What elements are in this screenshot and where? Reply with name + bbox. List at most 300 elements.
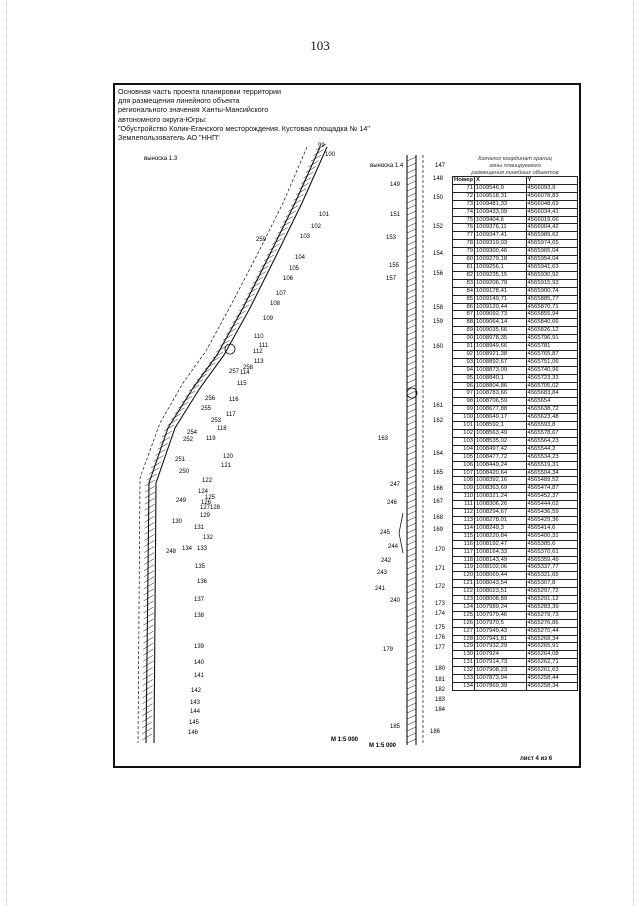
header-y: Y bbox=[526, 177, 578, 185]
hatch-tick bbox=[145, 504, 155, 510]
table-row bbox=[453, 556, 578, 564]
y-coordinate: 4565283,39 bbox=[526, 603, 578, 611]
y-coordinate: 4565870,71 bbox=[526, 303, 578, 311]
right-point-label: 152 bbox=[433, 224, 444, 230]
hatch-tick bbox=[407, 355, 416, 359]
hatch-tick bbox=[407, 583, 416, 587]
x-coordinate: 1008706,59 bbox=[475, 398, 526, 406]
x-coordinate: 1008249,3 bbox=[475, 524, 526, 532]
y-coordinate: 4566093,9 bbox=[526, 184, 578, 192]
table-row bbox=[453, 516, 578, 524]
left-point-label: 125 bbox=[205, 495, 216, 501]
y-coordinate: 4565297,72 bbox=[526, 588, 578, 596]
point-number: 74 bbox=[453, 208, 475, 216]
table-row bbox=[453, 335, 578, 343]
table-row bbox=[453, 643, 578, 651]
table-row bbox=[453, 208, 578, 216]
x-coordinate: 1007914,73 bbox=[475, 659, 526, 667]
table-row bbox=[453, 224, 578, 232]
x-coordinate: 1008477,72 bbox=[475, 453, 526, 461]
y-coordinate: 4565954,04 bbox=[526, 256, 578, 264]
table-row bbox=[453, 184, 578, 192]
left-point-label: 105 bbox=[289, 266, 300, 272]
table-row bbox=[453, 485, 578, 493]
x-coordinate: 1008535,02 bbox=[475, 437, 526, 445]
table-row bbox=[453, 343, 578, 351]
x-coordinate: 1008278,01 bbox=[475, 516, 526, 524]
y-coordinate: 4565751,06 bbox=[526, 358, 578, 366]
point-number: 91 bbox=[453, 343, 475, 351]
left-point-label: 144 bbox=[190, 709, 201, 715]
hatch-tick bbox=[407, 289, 416, 293]
hatch-tick bbox=[407, 739, 416, 743]
table-row bbox=[453, 240, 578, 248]
y-coordinate: 4565337,77 bbox=[526, 564, 578, 572]
y-coordinate: 4565268,34 bbox=[526, 635, 578, 643]
left-margin-scan bbox=[0, 0, 7, 905]
left-point-label: 110 bbox=[254, 334, 264, 340]
hatch-tick bbox=[407, 721, 416, 725]
y-coordinate: 4565885,77 bbox=[526, 295, 578, 303]
x-coordinate: 1009300,46 bbox=[475, 248, 526, 256]
right-point-label: 179 bbox=[383, 647, 394, 653]
y-coordinate: 4565262,71 bbox=[526, 659, 578, 667]
point-number: 75 bbox=[453, 216, 475, 224]
y-coordinate: 4565855,94 bbox=[526, 311, 578, 319]
hatch-tick bbox=[407, 349, 416, 353]
right-point-label: 149 bbox=[390, 182, 401, 188]
x-coordinate: 1008306,26 bbox=[475, 501, 526, 509]
hatch-tick bbox=[407, 559, 416, 563]
left-point-label: 100 bbox=[325, 152, 336, 158]
x-coordinate: 1009064,14 bbox=[475, 319, 526, 327]
x-coordinate: 1008563,49 bbox=[475, 430, 526, 438]
y-coordinate: 4565578,67 bbox=[526, 430, 578, 438]
table-row bbox=[453, 501, 578, 509]
point-number: 90 bbox=[453, 335, 475, 343]
hatch-tick bbox=[407, 469, 416, 473]
y-coordinate: 4565740,96 bbox=[526, 366, 578, 374]
table-row bbox=[453, 319, 578, 327]
left-point-label: 119 bbox=[206, 436, 216, 442]
right-point-label: 243 bbox=[377, 570, 388, 576]
y-coordinate: 4565359,49 bbox=[526, 556, 578, 564]
hatch-tick bbox=[407, 325, 416, 329]
hatch-tick bbox=[407, 589, 416, 593]
hatch-tick bbox=[143, 643, 153, 649]
right-point-label: 185 bbox=[390, 724, 401, 730]
point-number: 99 bbox=[453, 406, 475, 414]
hatch-tick bbox=[407, 409, 416, 413]
x-coordinate: 1008783,66 bbox=[475, 390, 526, 398]
x-coordinate: 1008649,17 bbox=[475, 414, 526, 422]
table-row bbox=[453, 232, 578, 240]
hatch-tick bbox=[144, 595, 154, 601]
right-point-label: 184 bbox=[435, 707, 446, 713]
point-number: 127 bbox=[453, 627, 475, 635]
hatch-tick bbox=[407, 517, 416, 521]
point-number: 78 bbox=[453, 240, 475, 248]
hatch-tick bbox=[407, 181, 416, 185]
left-point-label: 103 bbox=[300, 234, 311, 240]
point-number: 111 bbox=[453, 501, 475, 509]
hatch-tick bbox=[407, 715, 416, 719]
y-coordinate: 4565781 bbox=[526, 343, 578, 351]
point-number: 105 bbox=[453, 453, 475, 461]
right-point-label: 183 bbox=[435, 697, 446, 703]
x-coordinate: 1007970,5 bbox=[475, 619, 526, 627]
point-number: 133 bbox=[453, 675, 475, 683]
left-point-label: 145 bbox=[189, 720, 200, 726]
hatch-tick bbox=[407, 535, 416, 539]
title-line: регионального значения Ханты-Мансийского bbox=[118, 105, 269, 115]
point-number: 109 bbox=[453, 485, 475, 493]
table-row bbox=[453, 651, 578, 659]
hatch-tick bbox=[143, 649, 153, 655]
left-point-label: 113 bbox=[254, 359, 264, 365]
point-number: 84 bbox=[453, 287, 475, 295]
x-coordinate: 1007941,81 bbox=[475, 635, 526, 643]
point-number: 131 bbox=[453, 659, 475, 667]
y-coordinate: 4565683,84 bbox=[526, 390, 578, 398]
hatch-tick bbox=[144, 565, 154, 571]
point-number: 119 bbox=[453, 564, 475, 572]
table-row bbox=[453, 192, 578, 200]
y-coordinate: 4565452,37 bbox=[526, 493, 578, 501]
right-point-label: 174 bbox=[435, 611, 446, 617]
point-number: 118 bbox=[453, 556, 475, 564]
table-row bbox=[453, 588, 578, 596]
hatch-tick bbox=[407, 493, 416, 497]
table-row bbox=[453, 572, 578, 580]
hatch-tick bbox=[143, 673, 153, 679]
table-row bbox=[453, 358, 578, 366]
right-point-label: 161 bbox=[433, 403, 444, 409]
left-point-label: 107 bbox=[276, 291, 287, 297]
point-number: 124 bbox=[453, 603, 475, 611]
y-coordinate: 4565723,33 bbox=[526, 374, 578, 382]
hatch-tick bbox=[407, 703, 416, 707]
hatch-tick bbox=[407, 217, 416, 221]
table-row bbox=[453, 430, 578, 438]
x-coordinate: 1009376,11 bbox=[475, 224, 526, 232]
table-row bbox=[453, 382, 578, 390]
table-row bbox=[453, 414, 578, 422]
y-coordinate: 4565965,04 bbox=[526, 248, 578, 256]
hatch-tick bbox=[407, 175, 416, 179]
right-point-label: 244 bbox=[388, 544, 399, 550]
y-coordinate: 4565258,44 bbox=[526, 675, 578, 683]
hatch-tick bbox=[145, 486, 155, 492]
hatch-tick bbox=[407, 367, 416, 371]
x-coordinate: 1008449,24 bbox=[475, 461, 526, 469]
hatch-tick bbox=[407, 649, 416, 653]
hatch-tick bbox=[407, 361, 416, 365]
right-point-label: 186 bbox=[430, 729, 441, 735]
point-number: 88 bbox=[453, 319, 475, 327]
table-row bbox=[453, 635, 578, 643]
page-number: 103 bbox=[310, 38, 330, 53]
right-point-label: 157 bbox=[386, 276, 397, 282]
right-margin-scan bbox=[633, 0, 640, 905]
table-row bbox=[453, 279, 578, 287]
right-point-label: 175 bbox=[435, 625, 446, 631]
hatch-tick bbox=[407, 565, 416, 569]
point-number: 128 bbox=[453, 635, 475, 643]
x-coordinate: 1009433,09 bbox=[475, 208, 526, 216]
table-row bbox=[453, 295, 578, 303]
right-strip bbox=[399, 155, 423, 745]
x-coordinate: 1008321,24 bbox=[475, 493, 526, 501]
right-point-label: 153 bbox=[386, 235, 397, 241]
table-row bbox=[453, 548, 578, 556]
left-point-label: 142 bbox=[191, 688, 202, 694]
title-line: для размещения линейного объекта bbox=[118, 96, 240, 106]
x-coordinate: 1008008,89 bbox=[475, 596, 526, 604]
hatch-tick bbox=[407, 655, 416, 659]
table-row bbox=[453, 659, 578, 667]
right-point-label: 177 bbox=[435, 645, 446, 651]
point-number: 103 bbox=[453, 437, 475, 445]
hatch-tick bbox=[407, 193, 416, 197]
right-point-label: 242 bbox=[381, 558, 392, 564]
point-number: 125 bbox=[453, 611, 475, 619]
y-coordinate: 4566004,42 bbox=[526, 224, 578, 232]
y-coordinate: 4566078,83 bbox=[526, 192, 578, 200]
hatch-tick bbox=[407, 679, 416, 683]
table-row bbox=[453, 350, 578, 358]
right-strip-bend bbox=[399, 513, 403, 553]
x-coordinate: 1009092,73 bbox=[475, 311, 526, 319]
left-point-label: 122 bbox=[202, 478, 213, 484]
x-coordinate: 1008677,88 bbox=[475, 406, 526, 414]
x-coordinate: 1007924 bbox=[475, 651, 526, 659]
hatch-tick bbox=[407, 427, 416, 431]
point-number: 120 bbox=[453, 572, 475, 580]
hatch-tick bbox=[144, 553, 154, 559]
x-coordinate: 1009546,9 bbox=[475, 184, 526, 192]
table-row bbox=[453, 390, 578, 398]
hatch-tick bbox=[407, 637, 416, 641]
right-point-label: 180 bbox=[435, 666, 446, 672]
hatch-tick bbox=[407, 235, 416, 239]
point-number: 114 bbox=[453, 524, 475, 532]
x-coordinate: 1008069,44 bbox=[475, 572, 526, 580]
hatch-tick bbox=[407, 229, 416, 233]
y-coordinate: 4565270,44 bbox=[526, 627, 578, 635]
x-coordinate: 1009319,03 bbox=[475, 240, 526, 248]
point-number: 71 bbox=[453, 184, 475, 192]
point-number: 117 bbox=[453, 548, 475, 556]
x-coordinate: 1008043,54 bbox=[475, 580, 526, 588]
x-coordinate: 1008978,35 bbox=[475, 335, 526, 343]
hatch-tick bbox=[407, 307, 416, 311]
table-row bbox=[453, 627, 578, 635]
right-point-label: 172 bbox=[435, 584, 446, 590]
point-number: 101 bbox=[453, 422, 475, 430]
hatch-tick bbox=[407, 241, 416, 245]
x-coordinate: 1009178,41 bbox=[475, 287, 526, 295]
hatch-tick bbox=[407, 487, 416, 491]
hatch-tick bbox=[144, 577, 154, 583]
table-row bbox=[453, 437, 578, 445]
hatch-tick bbox=[143, 686, 153, 692]
hatch-tick bbox=[407, 283, 416, 287]
table-row bbox=[453, 469, 578, 477]
coordinates-table bbox=[452, 176, 578, 691]
table-row bbox=[453, 287, 578, 295]
table-row bbox=[453, 667, 578, 675]
x-coordinate: 1007869,39 bbox=[475, 683, 526, 691]
table-row bbox=[453, 422, 578, 430]
left-point-label: 143 bbox=[190, 700, 201, 706]
left-point-label: 126 bbox=[201, 500, 212, 506]
table-title-line: зоны планируемого bbox=[489, 163, 541, 169]
point-number: 96 bbox=[453, 382, 475, 390]
point-number: 94 bbox=[453, 366, 475, 374]
x-coordinate: 1009206,79 bbox=[475, 279, 526, 287]
x-coordinate: 1007908,23 bbox=[475, 667, 526, 675]
table-row bbox=[453, 524, 578, 532]
hatch-tick bbox=[407, 619, 416, 623]
y-coordinate: 4565654 bbox=[526, 398, 578, 406]
hatch-tick bbox=[144, 583, 154, 589]
right-point-label: 166 bbox=[433, 486, 444, 492]
hatch-tick bbox=[144, 528, 154, 534]
right-point-label: 246 bbox=[387, 500, 398, 506]
hatch-tick bbox=[144, 540, 154, 546]
hatch-tick bbox=[143, 655, 153, 661]
point-number: 83 bbox=[453, 279, 475, 287]
table-title-line: размещения линейных объектов bbox=[471, 170, 559, 176]
point-number: 132 bbox=[453, 667, 475, 675]
table-row bbox=[453, 461, 578, 469]
hatch-tick bbox=[407, 421, 416, 425]
right-point-label: 164 bbox=[433, 451, 444, 457]
y-coordinate: 4565370,61 bbox=[526, 548, 578, 556]
point-number: 98 bbox=[453, 398, 475, 406]
table-row bbox=[453, 564, 578, 572]
x-coordinate: 1008220,84 bbox=[475, 532, 526, 540]
table-row bbox=[453, 611, 578, 619]
hatch-tick bbox=[407, 271, 416, 275]
y-coordinate: 4565444,02 bbox=[526, 501, 578, 509]
point-number: 81 bbox=[453, 263, 475, 271]
hatch-tick bbox=[407, 631, 416, 635]
left-point-label: 254 bbox=[187, 430, 198, 436]
y-coordinate: 4565915,93 bbox=[526, 279, 578, 287]
table-row bbox=[453, 327, 578, 335]
hatch-tick bbox=[407, 313, 416, 317]
point-number: 76 bbox=[453, 224, 475, 232]
left-point-label: 249 bbox=[176, 498, 187, 504]
right-point-label: 181 bbox=[435, 677, 446, 683]
hatch-tick bbox=[407, 373, 416, 377]
hatch-tick bbox=[144, 547, 154, 553]
point-number: 110 bbox=[453, 493, 475, 501]
hatch-tick bbox=[407, 391, 416, 395]
x-coordinate: 1009256,1 bbox=[475, 263, 526, 271]
hatch-tick bbox=[407, 463, 416, 467]
point-number: 82 bbox=[453, 271, 475, 279]
x-coordinate: 1009149,71 bbox=[475, 295, 526, 303]
point-number: 87 bbox=[453, 311, 475, 319]
x-coordinate: 1009120,44 bbox=[475, 303, 526, 311]
y-coordinate: 4565941,63 bbox=[526, 263, 578, 271]
y-coordinate: 4565623,48 bbox=[526, 414, 578, 422]
left-point-label: 124 bbox=[198, 489, 209, 495]
x-coordinate: 1007979,46 bbox=[475, 611, 526, 619]
y-coordinate: 4565474,87 bbox=[526, 485, 578, 493]
y-coordinate: 4565504,34 bbox=[526, 469, 578, 477]
y-coordinate: 4565400,31 bbox=[526, 532, 578, 540]
left-point-label: 106 bbox=[283, 276, 294, 282]
point-number: 93 bbox=[453, 358, 475, 366]
y-coordinate: 4566034,41 bbox=[526, 208, 578, 216]
table-row bbox=[453, 683, 578, 691]
header-x: X bbox=[475, 177, 526, 185]
right-point-label: 158 bbox=[433, 305, 444, 311]
hatch-tick bbox=[144, 534, 154, 540]
right-point-label: 160 bbox=[433, 344, 444, 350]
table-row bbox=[453, 374, 578, 382]
hatch-tick bbox=[145, 516, 155, 522]
hatch-tick bbox=[407, 607, 416, 611]
table-row bbox=[453, 200, 578, 208]
hatch-tick bbox=[407, 625, 416, 629]
point-number: 113 bbox=[453, 516, 475, 524]
hatch-tick bbox=[407, 613, 416, 617]
x-coordinate: 1008392,16 bbox=[475, 477, 526, 485]
hatch-tick bbox=[407, 211, 416, 215]
hatch-tick bbox=[142, 734, 152, 740]
x-coordinate: 1008420,64 bbox=[475, 469, 526, 477]
hatch-tick bbox=[407, 643, 416, 647]
table-row bbox=[453, 493, 578, 501]
left-point-label: 253 bbox=[211, 418, 222, 424]
left-point-label: 130 bbox=[172, 519, 183, 525]
x-coordinate: 1008592,1 bbox=[475, 422, 526, 430]
x-coordinate: 1007873,94 bbox=[475, 675, 526, 683]
right-point-label: 171 bbox=[435, 566, 446, 572]
left-point-label: 114 bbox=[240, 370, 250, 376]
y-coordinate: 4565279,73 bbox=[526, 611, 578, 619]
hatch-tick bbox=[407, 523, 416, 527]
left-point-label: 132 bbox=[203, 535, 214, 541]
x-coordinate: 1008192,47 bbox=[475, 540, 526, 548]
left-point-labels bbox=[166, 143, 336, 736]
hatch-tick bbox=[407, 265, 416, 269]
right-point-labels bbox=[375, 163, 446, 735]
left-point-label: 118 bbox=[217, 426, 227, 432]
right-point-label: 150 bbox=[433, 195, 444, 201]
hatch-tick bbox=[407, 337, 416, 341]
hatch-tick bbox=[407, 481, 416, 485]
y-coordinate: 4565796,91 bbox=[526, 335, 578, 343]
hatch-tick bbox=[142, 728, 152, 734]
right-point-label: 162 bbox=[433, 418, 444, 424]
hatch-tick bbox=[143, 631, 153, 637]
hatch-tick bbox=[143, 680, 153, 686]
table-header-row bbox=[453, 177, 578, 185]
right-point-label: 182 bbox=[435, 687, 446, 693]
left-point-label: 121 bbox=[221, 463, 232, 469]
hatch-tick bbox=[407, 163, 416, 167]
table-row bbox=[453, 406, 578, 414]
hatch-tick bbox=[407, 223, 416, 227]
left-point-label: 127 bbox=[200, 505, 211, 511]
point-number: 108 bbox=[453, 477, 475, 485]
